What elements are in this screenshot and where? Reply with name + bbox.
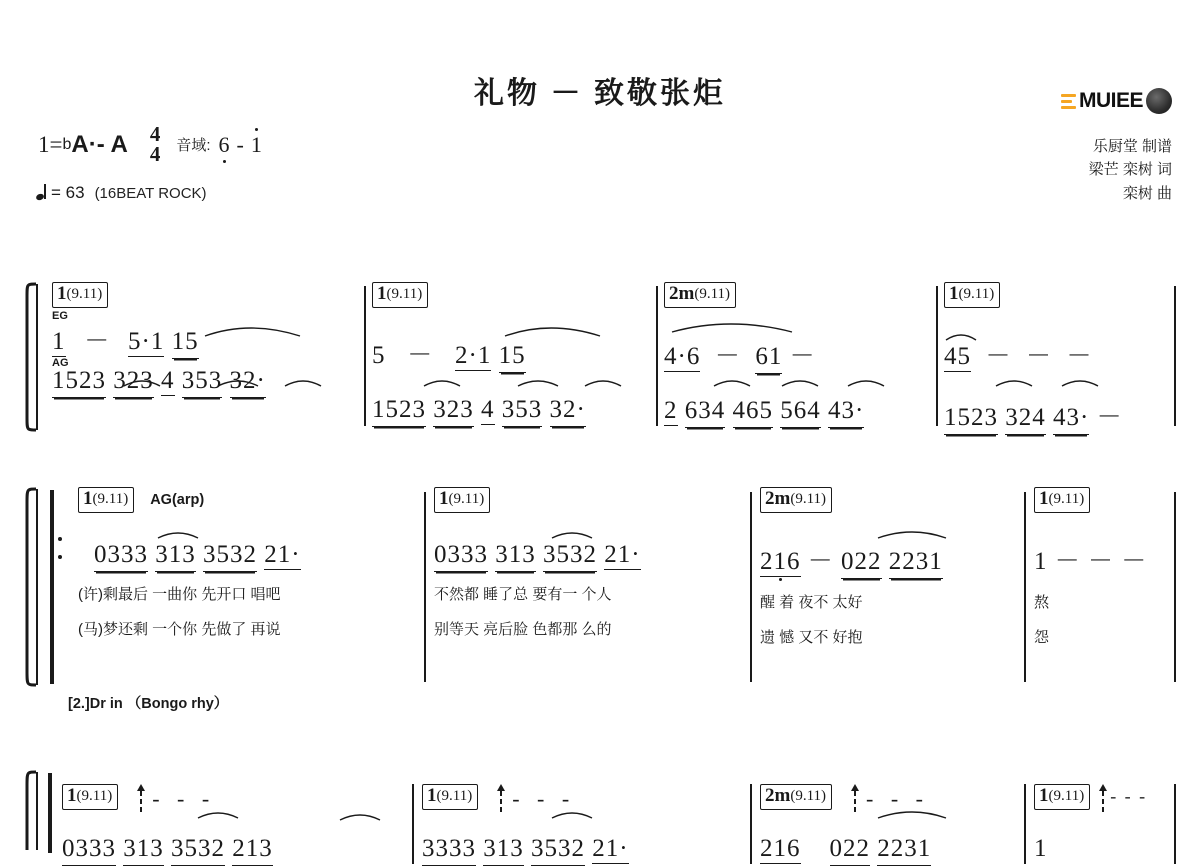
melody-line: 216 － 022 2231 bbox=[760, 541, 943, 577]
barline bbox=[1024, 492, 1026, 682]
melody-line bbox=[422, 835, 629, 863]
cymbal-arrow-icon bbox=[1098, 784, 1108, 819]
accompaniment-line bbox=[372, 396, 586, 424]
measure-3 bbox=[664, 282, 864, 425]
note-group: 3532 bbox=[171, 835, 225, 866]
cymbal-arrow-icon bbox=[850, 784, 860, 819]
note-group: 564 bbox=[780, 397, 821, 428]
barline bbox=[750, 492, 752, 682]
measure-3 bbox=[760, 784, 931, 863]
dash-run: - - - bbox=[866, 786, 929, 811]
note-group: 15 bbox=[172, 328, 199, 359]
barline bbox=[936, 286, 938, 426]
repeat-start-barline bbox=[50, 490, 54, 684]
melody-line: 1 bbox=[1034, 835, 1048, 862]
chord-extension: (9.11) bbox=[958, 286, 995, 303]
credit-line-2: 梁芒 栾树 词 bbox=[1088, 161, 1172, 179]
note-group: 313 bbox=[495, 541, 536, 572]
range-high-note: 1 bbox=[250, 131, 262, 157]
note-group: 21· bbox=[264, 540, 301, 568]
note-group: 313 bbox=[155, 541, 196, 572]
note-group: 5·1 bbox=[128, 327, 165, 355]
range-low-note: 6 bbox=[218, 131, 230, 157]
barline bbox=[364, 286, 366, 426]
note-group: 43· bbox=[828, 397, 864, 428]
measure-4 bbox=[944, 282, 1123, 433]
chord-extension: (9.11) bbox=[386, 286, 423, 303]
melody-line: 1 － － － bbox=[1034, 547, 1148, 575]
note-group: 0333 bbox=[434, 541, 488, 572]
note-group: 1 bbox=[52, 327, 66, 355]
note-group: 022 bbox=[830, 835, 871, 866]
dash-run: - - - bbox=[152, 786, 216, 811]
melody-line bbox=[62, 835, 273, 863]
note-group: 313 bbox=[483, 835, 524, 866]
chord-symbol bbox=[434, 487, 490, 513]
tempo-value: = 63 bbox=[51, 183, 85, 202]
note-group: 324 bbox=[1005, 404, 1046, 435]
system-end-barline bbox=[1174, 492, 1176, 682]
note-group: 21· bbox=[592, 835, 629, 862]
note-group: 2·1 bbox=[455, 341, 492, 369]
note-group: 4 bbox=[161, 366, 175, 394]
chord-symbol bbox=[760, 784, 832, 810]
barline bbox=[656, 286, 658, 426]
chord-root: 1 bbox=[427, 785, 437, 806]
measure-4 bbox=[1034, 487, 1147, 647]
note-group: 4·6 bbox=[664, 342, 701, 370]
instrument-label-eg: EG bbox=[52, 309, 68, 322]
measure-2 bbox=[422, 784, 629, 863]
melody-line bbox=[760, 835, 931, 863]
chord-root: 1 bbox=[1039, 488, 1049, 509]
time-signature-top: 4 bbox=[149, 122, 161, 146]
staff-system-3 bbox=[24, 770, 1176, 862]
note-group: 022 bbox=[841, 548, 882, 579]
melody-line bbox=[94, 541, 301, 569]
menu-bars-icon bbox=[1061, 92, 1076, 110]
lyric-line-1: (许)剩最后 一曲你 先开口 唱吧 bbox=[78, 585, 281, 603]
page-title: 礼物 － 致敬张炬 bbox=[474, 77, 726, 110]
range-dash: - bbox=[236, 131, 244, 157]
measure-1 bbox=[78, 487, 301, 639]
time-signature-bottom: 4 bbox=[149, 141, 161, 166]
note-group: 313 bbox=[123, 835, 164, 866]
note-group: 4 bbox=[481, 395, 495, 423]
system-end-barline bbox=[1174, 286, 1176, 426]
accompaniment-line bbox=[52, 367, 266, 395]
key-letters: A·- A bbox=[71, 130, 128, 158]
arpeggio-annotation: AG(arp) bbox=[150, 491, 205, 508]
credits-block bbox=[1089, 135, 1172, 205]
chord-symbol bbox=[944, 282, 1000, 308]
tempo-marking bbox=[36, 183, 207, 203]
note-group: 323 bbox=[113, 367, 154, 398]
chord-extension: (9.11) bbox=[1048, 491, 1085, 508]
note-group: 323 bbox=[433, 396, 474, 427]
system-bracket bbox=[24, 282, 38, 432]
beat-style: (16BEAT ROCK) bbox=[94, 184, 207, 202]
chord-symbol bbox=[372, 282, 428, 308]
measure-1 bbox=[62, 784, 273, 863]
note-group: 634 bbox=[685, 397, 726, 428]
chord-root: 1 bbox=[1039, 785, 1049, 806]
system-end-barline bbox=[1174, 784, 1176, 864]
chord-root: 2m bbox=[765, 785, 791, 806]
melody-line bbox=[434, 541, 641, 569]
note-group: 21· bbox=[604, 540, 641, 568]
chord-symbol bbox=[422, 784, 478, 810]
time-signature bbox=[149, 122, 161, 166]
note-group: 216 bbox=[760, 835, 801, 862]
lyric-line-2: (马)梦还剩 一个你 先做了 再说 bbox=[78, 620, 281, 638]
dash-run: - - - bbox=[512, 786, 576, 811]
melody-line: 5 － 2·1 15 bbox=[372, 335, 586, 371]
lyric-line-2: 遗 憾 又不 好抱 bbox=[760, 628, 863, 646]
chord-extension: (9.11) bbox=[790, 491, 827, 508]
melody-line: 1 － 5·1 15 bbox=[52, 321, 266, 357]
accompaniment-line bbox=[664, 397, 864, 425]
staff-system-2 bbox=[24, 487, 1176, 687]
chord-extension: (9.11) bbox=[66, 286, 103, 303]
note-group: 45 bbox=[944, 342, 971, 370]
note-group: 1523 bbox=[372, 396, 426, 427]
chord-root: 1 bbox=[949, 283, 959, 304]
quarter-note-icon bbox=[36, 184, 48, 202]
accompaniment-line: 1523 324 43· － bbox=[944, 397, 1123, 433]
chord-symbol bbox=[52, 282, 108, 308]
chord-extension: (9.11) bbox=[92, 491, 129, 508]
note-group: 216 bbox=[760, 547, 801, 575]
chord-root: 1 bbox=[83, 488, 93, 509]
measure-2 bbox=[434, 487, 641, 639]
flat-symbol: b bbox=[62, 135, 72, 153]
chord-symbol bbox=[760, 487, 832, 513]
measure-1 bbox=[52, 282, 266, 395]
lyric-line-1: 醒 着 夜不 太好 bbox=[760, 593, 863, 611]
system-bracket bbox=[24, 770, 38, 850]
note-group: 353 bbox=[182, 367, 223, 398]
key-prefix: 1= bbox=[38, 131, 63, 157]
note-group: 2 bbox=[664, 396, 678, 424]
note-group: 3532 bbox=[203, 541, 257, 572]
chord-symbol bbox=[1034, 487, 1090, 513]
chord-symbol bbox=[62, 784, 118, 810]
note-group: 0333 bbox=[62, 835, 116, 866]
lyric-line-2: 怨 bbox=[1034, 628, 1050, 646]
chord-extension: (9.11) bbox=[694, 286, 731, 303]
credit-line-1: 乐厨堂 制谱 bbox=[1092, 138, 1172, 155]
barline bbox=[750, 784, 752, 864]
instrument-label-ag: AG bbox=[52, 356, 69, 369]
chord-extension: (9.11) bbox=[1048, 788, 1085, 805]
chord-root: 1 bbox=[67, 785, 77, 806]
chord-root: 1 bbox=[377, 283, 387, 304]
lyric-line-1: 不然都 睡了总 要有一 个人 bbox=[434, 585, 612, 603]
chord-root: 1 bbox=[439, 488, 449, 509]
note-group: 1523 bbox=[944, 404, 998, 435]
brand-name: MUIEE bbox=[1078, 89, 1143, 112]
chord-symbol bbox=[664, 282, 736, 308]
chord-extension: (9.11) bbox=[790, 788, 827, 805]
note-group: 3532 bbox=[531, 835, 585, 866]
cymbal-arrow-icon bbox=[496, 784, 506, 819]
chord-root: 1 bbox=[57, 283, 67, 304]
lyric-line-1: 熬 bbox=[1034, 593, 1050, 611]
note-group: 5 bbox=[372, 341, 386, 369]
note-group: 15 bbox=[499, 342, 526, 373]
cymbal-arrow-icon bbox=[136, 784, 146, 819]
repeat-start-barline bbox=[48, 773, 52, 853]
credit-line-3: 栾树 曲 bbox=[1122, 184, 1172, 202]
lyric-line-2: 别等天 亮后脸 色都那 么的 bbox=[434, 620, 612, 638]
barline bbox=[412, 784, 414, 864]
note-group: 353 bbox=[502, 396, 543, 427]
barline bbox=[424, 492, 426, 682]
chord-root: 2m bbox=[765, 488, 791, 509]
key-signature-line bbox=[38, 122, 262, 166]
system-bracket bbox=[24, 487, 38, 687]
dash-run: - - - bbox=[1110, 786, 1148, 806]
note-group: 0333 bbox=[94, 541, 148, 572]
range-label: 音域: bbox=[176, 137, 211, 155]
chord-extension: (9.11) bbox=[448, 491, 485, 508]
repeat-dots bbox=[58, 537, 62, 559]
barline bbox=[1024, 784, 1026, 864]
measure-3 bbox=[760, 487, 943, 647]
chord-symbol bbox=[78, 487, 134, 513]
note-group: 213 bbox=[232, 835, 273, 866]
brand-logo bbox=[1061, 88, 1172, 114]
note-group: 61 bbox=[755, 343, 782, 374]
note-group: 1523 bbox=[52, 367, 106, 398]
chord-symbol bbox=[1034, 784, 1090, 810]
measure-2 bbox=[372, 282, 586, 424]
note-group: 32· bbox=[550, 396, 586, 427]
chord-extension: (9.11) bbox=[436, 788, 473, 805]
note-group: 2231 bbox=[889, 548, 943, 579]
note-group: 2231 bbox=[877, 835, 931, 866]
measure-4 bbox=[1034, 784, 1148, 863]
staff-system-1 bbox=[24, 282, 1176, 432]
note-group: 43· bbox=[1053, 404, 1089, 435]
avatar bbox=[1146, 88, 1172, 114]
note-group: 32· bbox=[230, 367, 266, 398]
note-group: 3532 bbox=[543, 541, 597, 572]
chord-extension: (9.11) bbox=[76, 788, 113, 805]
chord-root: 2m bbox=[669, 283, 695, 304]
note-group: 465 bbox=[733, 397, 774, 428]
melody-line: 4·6 － 61 － bbox=[664, 336, 864, 372]
note-group: 3333 bbox=[422, 835, 476, 866]
drum-in-annotation: [2.]Dr in （Bongo rhy） bbox=[68, 696, 229, 712]
melody-line: 45 － － － bbox=[944, 342, 1093, 370]
